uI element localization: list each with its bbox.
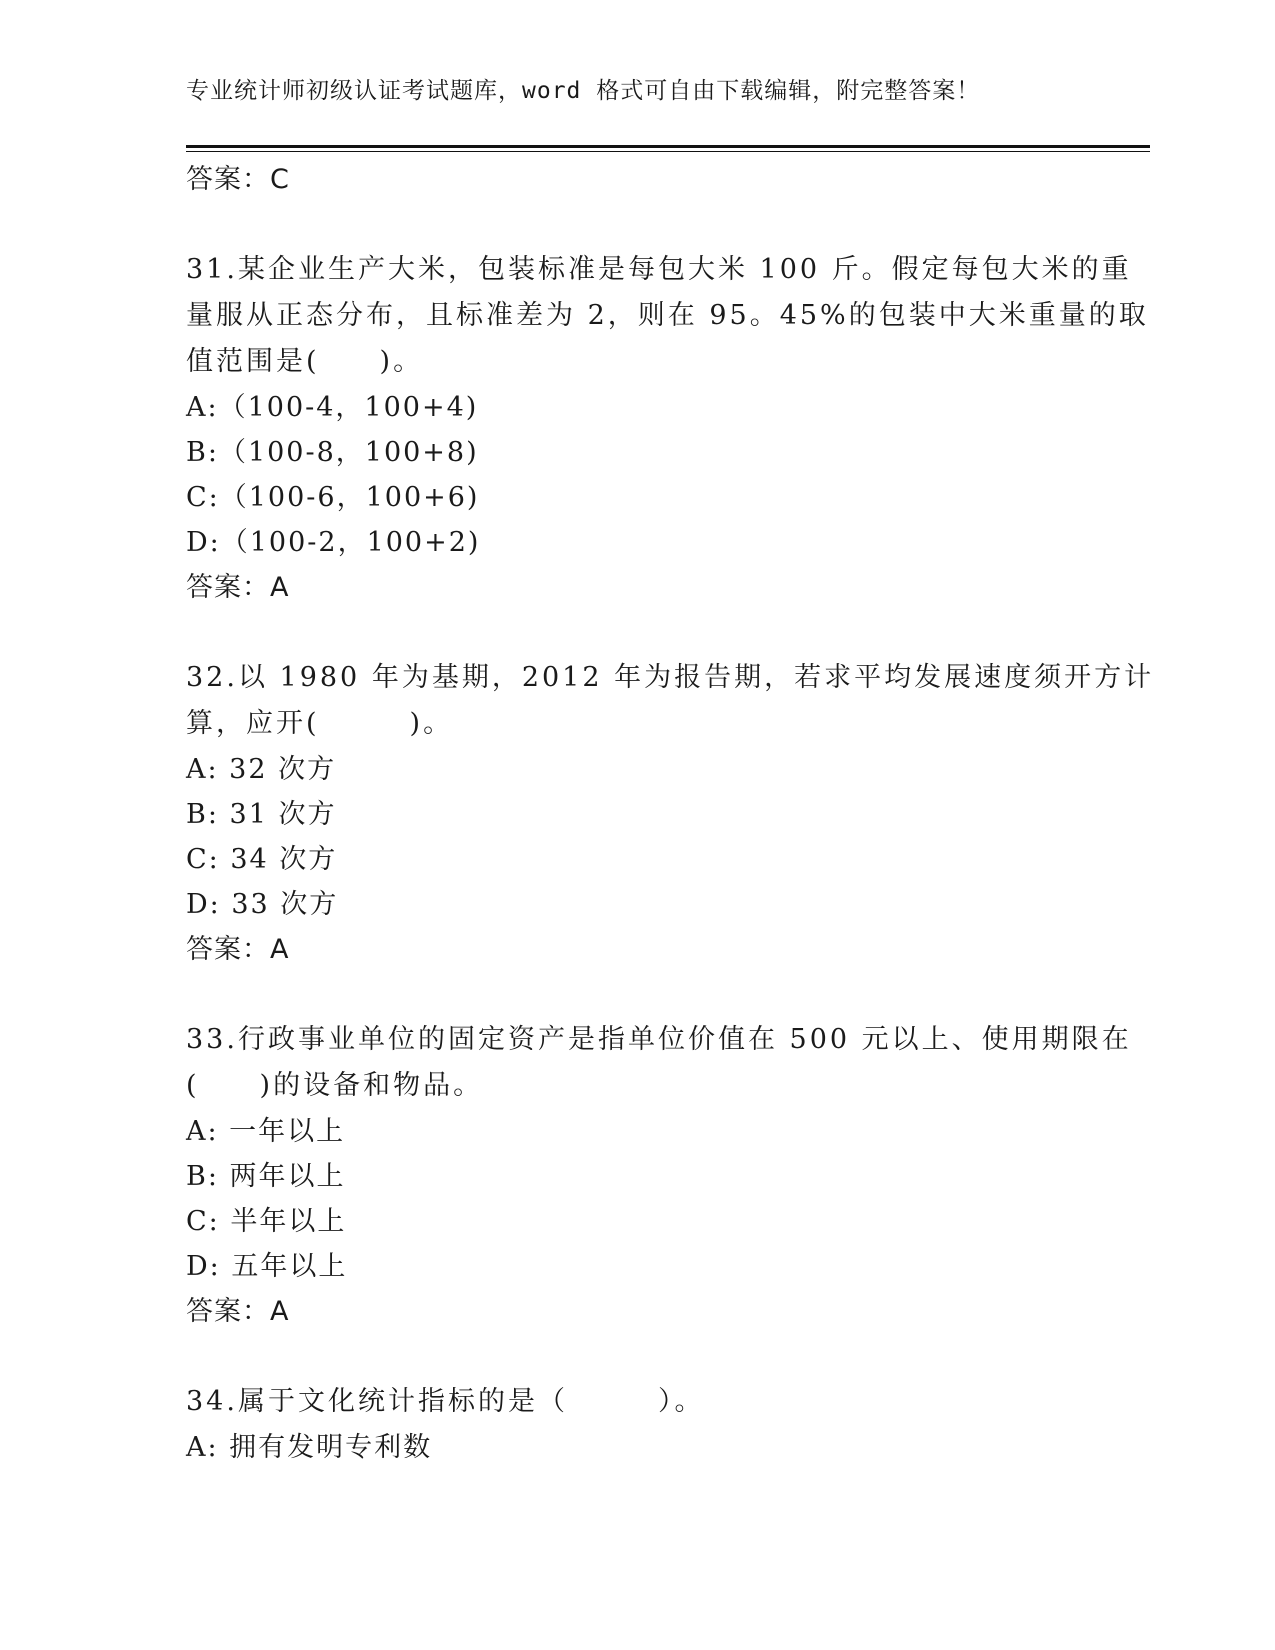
option-a: A: 拥有发明专利数 (186, 1432, 433, 1463)
question-text-line: 量服从正态分布，且标准差为 2，则在 95。45%的包装中大米重量的取 (186, 300, 1149, 331)
question-text-line: 值范围是( )。 (186, 346, 424, 377)
answer-label: 答案：A (186, 572, 290, 603)
question-content (186, 157, 1155, 1470)
question-31 (186, 247, 1149, 611)
option-d: D: 33 次方 (186, 889, 339, 920)
page-header: 专业统计师初级认证考试题库，word 格式可自由下载编辑，附完整答案！ (186, 78, 981, 104)
header-rule-thin (186, 151, 1150, 152)
option-a: A: 32 次方 (186, 754, 337, 785)
question-text-line: 算，应开( )。 (186, 708, 454, 739)
question-text-line: 34.属于文化统计指标的是（ ）。 (186, 1386, 705, 1417)
option-a: A: 一年以上 (186, 1116, 346, 1147)
answer-label: 答案：C (186, 164, 290, 195)
answer-label: 答案：A (186, 1296, 290, 1327)
option-c: C:（100-6，100+6) (186, 482, 480, 513)
question-text-line: 33.行政事业单位的固定资产是指单位价值在 500 元以上、使用期限在 (186, 1024, 1132, 1055)
option-b: B: 31 次方 (186, 799, 337, 830)
question-text-line: 32.以 1980 年为基期，2012 年为报告期，若求平均发展速度须开方计 (186, 662, 1155, 693)
option-c: C: 34 次方 (186, 844, 338, 875)
option-d: D: 五年以上 (186, 1251, 348, 1282)
answer-label: 答案：A (186, 934, 290, 965)
question-text-line: ( )的设备和物品。 (186, 1070, 484, 1101)
option-b: B: 两年以上 (186, 1161, 346, 1192)
question-text-line: 31.某企业生产大米，包装标准是每包大米 100 斤。假定每包大米的重 (186, 254, 1132, 285)
spacer (186, 611, 1086, 655)
spacer (186, 973, 1086, 1017)
question-32 (186, 655, 1155, 973)
option-c: C: 半年以上 (186, 1206, 347, 1237)
question-34 (186, 1379, 1086, 1470)
option-d: D:（100-2，100+2) (186, 527, 481, 558)
option-a: A:（100-4，100+4) (186, 392, 479, 423)
option-b: B:（100-8，100+8) (186, 437, 479, 468)
header-rule-thick (186, 145, 1150, 148)
spacer (186, 203, 1086, 247)
question-33 (186, 1017, 1132, 1335)
spacer (186, 1335, 1086, 1379)
